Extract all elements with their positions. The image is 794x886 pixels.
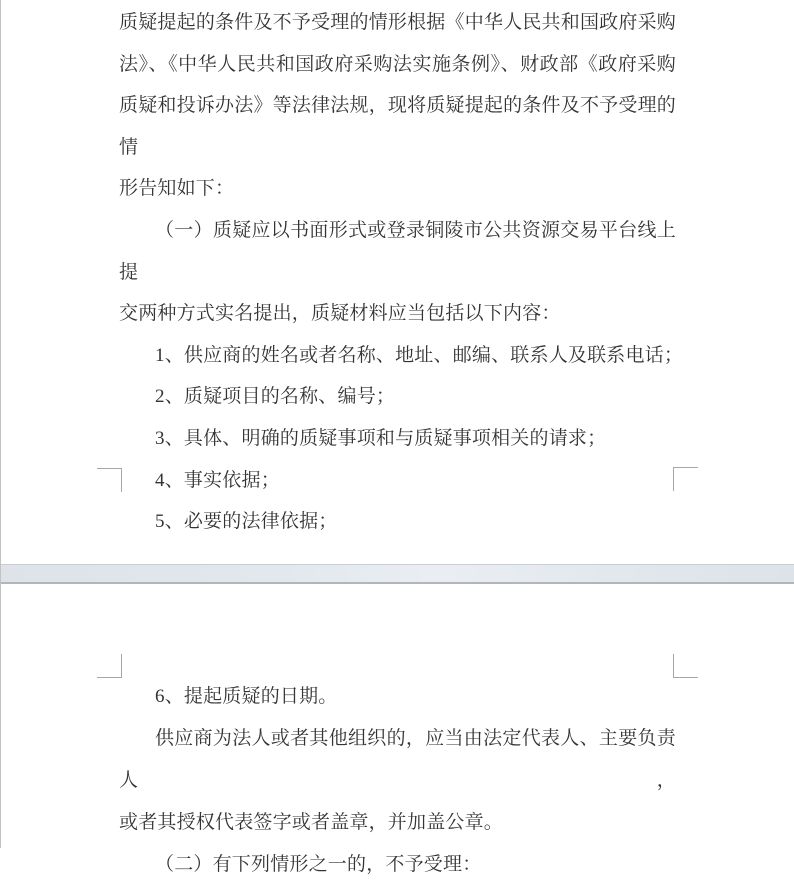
text-line: 交两种方式实名提出，质疑材料应当包括以下内容： <box>119 303 561 325</box>
page-left-edge-line <box>0 0 1 848</box>
text-line: 1、供应商的姓名或者名称、地址、邮编、联系人及联系电话； <box>155 344 684 366</box>
text-line: 2、质疑项目的名称、编号； <box>155 386 396 408</box>
page-1-text-column <box>119 2 684 543</box>
text-line: 4、事实依据； <box>155 469 280 491</box>
text-line: 5、必要的法律依据； <box>155 511 338 533</box>
document-page-2 <box>0 584 794 875</box>
text-line: 3、具体、明确的质疑事项和与质疑事项相关的请求； <box>155 427 607 449</box>
text-line: 质疑和投诉办法》等法律法规，现将质疑提起的条件及不予受理的情 <box>119 95 676 158</box>
text-line: 供应商为法人或者其他组织的，应当由法定代表人、主要负责人， <box>119 728 676 791</box>
crop-mark-page1-bottom-right <box>673 467 698 491</box>
crop-mark-page2-top-right <box>673 654 698 678</box>
text-line: （二）有下列情形之一的，不予受理： <box>155 854 482 875</box>
text-line: 质疑提起的条件及不予受理的情形根据《中华人民共和国政府采购 <box>119 12 676 33</box>
text-line: 法》、《中华人民共和国政府采购法实施条例》、财政部《政府采购 <box>119 53 676 75</box>
page-gap <box>0 564 794 584</box>
text-line: 或者其授权代表签字或者盖章，并加盖公章。 <box>119 812 504 833</box>
text-line: 6、提起质疑的日期。 <box>155 686 338 707</box>
text-line: （一）质疑应以书面形式或登录铜陵市公共资源交易平台线上提 <box>119 219 676 283</box>
crop-mark-page1-bottom-left <box>97 468 122 492</box>
page-2-text-column <box>119 676 676 886</box>
text-line: 形告知如下： <box>119 178 235 200</box>
crop-mark-page2-top-left <box>97 654 122 678</box>
